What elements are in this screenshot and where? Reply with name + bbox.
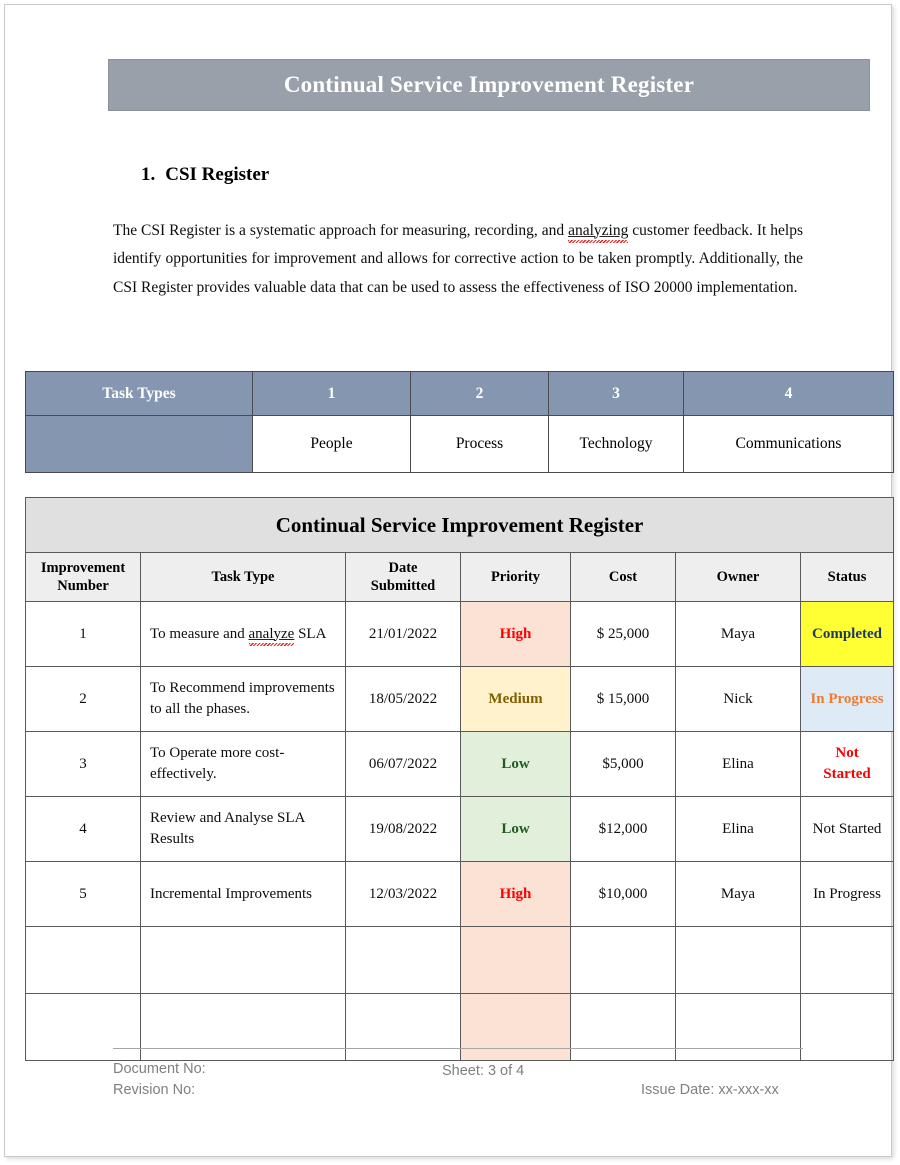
cell-priority: Medium (461, 667, 571, 732)
column-header-cost: Cost (571, 553, 676, 602)
csi-register-table (25, 497, 894, 1061)
cell-improvement-number (26, 927, 141, 994)
table-row (26, 797, 894, 862)
cell-priority (461, 994, 571, 1061)
cell-task-type (141, 994, 346, 1061)
footer-sheet-number: Sheet: 3 of 4 (442, 1063, 525, 1079)
task-type-value-process: Process (411, 416, 549, 473)
task-type-number-1: 1 (253, 372, 411, 416)
column-header-date-submitted (346, 553, 461, 602)
cell-date-submitted (346, 927, 461, 994)
task-type-number-2: 2 (411, 372, 549, 416)
cell-priority: Low (461, 797, 571, 862)
task-text-suffix: SLA (294, 625, 327, 642)
cell-cost (571, 927, 676, 994)
cell-cost: $12,000 (571, 797, 676, 862)
column-header-line-2: Submitted (370, 578, 436, 594)
cell-priority: Low (461, 732, 571, 797)
cell-priority (461, 927, 571, 994)
paragraph-part-1: The CSI Register is a systematic approach for measuring, recording, and (113, 221, 569, 239)
cell-cost (571, 994, 676, 1061)
footer-divider (113, 1048, 803, 1049)
cell-improvement-number: 2 (26, 667, 141, 732)
cell-task-type: Review and Analyse SLA Results (141, 797, 346, 862)
section-title: CSI Register (165, 164, 270, 185)
cell-improvement-number (26, 994, 141, 1061)
document-title: Continual Service Improvement Register (283, 72, 695, 97)
cell-improvement-number: 3 (26, 732, 141, 797)
task-type-number-4: 4 (684, 372, 894, 416)
table-row (26, 667, 894, 732)
cell-improvement-number: 5 (26, 862, 141, 927)
cell-improvement-number: 1 (26, 602, 141, 667)
cell-improvement-number: 4 (26, 797, 141, 862)
csi-table-title: Continual Service Improvement Register (26, 498, 894, 553)
column-header-task-type: Task Type (141, 553, 346, 602)
task-types-header-row (26, 372, 894, 416)
cell-owner: Elina (676, 732, 801, 797)
cell-status (801, 994, 894, 1061)
column-header-line-1: Date (388, 560, 418, 576)
cell-task-type: Incremental Improvements (141, 862, 346, 927)
task-type-value-technology: Technology (549, 416, 684, 473)
column-header-owner: Owner (676, 553, 801, 602)
cell-task-type: To Operate more cost-effectively. (141, 732, 346, 797)
footer-document-no: Document No: (113, 1061, 206, 1077)
column-header-line-1: Improvement (40, 560, 126, 576)
column-header-status: Status (801, 553, 894, 602)
cell-cost: $ 15,000 (571, 667, 676, 732)
table-row (26, 927, 894, 994)
document-title-banner (108, 59, 870, 111)
misspelled-word-analyze: analyze (248, 625, 295, 642)
cell-task-type: To Recommend improvements to all the phases. (141, 667, 346, 732)
task-types-label: Task Types (26, 372, 253, 416)
cell-status: Not Started (801, 797, 894, 862)
cell-status: In Progress (801, 862, 894, 927)
cell-date-submitted: 19/08/2022 (346, 797, 461, 862)
cell-owner: Maya (676, 602, 801, 667)
task-type-number-3: 3 (549, 372, 684, 416)
task-type-value-communications: Communications (684, 416, 894, 473)
cell-task-type (141, 602, 346, 667)
misspelled-word-analyzing: analyzing (568, 221, 629, 239)
table-row (26, 862, 894, 927)
cell-task-type (141, 927, 346, 994)
table-row (26, 732, 894, 797)
cell-date-submitted (346, 994, 461, 1061)
task-types-table (25, 371, 894, 473)
cell-owner: Elina (676, 797, 801, 862)
footer-revision-no: Revision No: (113, 1082, 196, 1098)
cell-status: Not Started (801, 732, 894, 797)
cell-cost: $ 25,000 (571, 602, 676, 667)
cell-status: Completed (801, 602, 894, 667)
column-header-improvement-number (26, 553, 141, 602)
table-row (26, 994, 894, 1061)
cell-cost: $10,000 (571, 862, 676, 927)
cell-date-submitted: 12/03/2022 (346, 862, 461, 927)
csi-table-header-row (26, 553, 894, 602)
cell-owner: Nick (676, 667, 801, 732)
column-header-priority: Priority (461, 553, 571, 602)
document-page (4, 4, 892, 1157)
cell-priority: High (461, 862, 571, 927)
cell-priority: High (461, 602, 571, 667)
intro-paragraph (113, 217, 803, 303)
column-header-line-2: Number (57, 578, 109, 594)
section-heading (141, 164, 269, 186)
task-types-value-row (26, 416, 894, 473)
paragraph-part-2: customer feedback. It helps identify opportunities for improvement and allows for corrective action to be taken promptly. Additionally, the CSI Register provides valuable data that can be used to assess the effectiveness of ISO 20000 implementation. (113, 221, 804, 296)
cell-date-submitted: 18/05/2022 (346, 667, 461, 732)
cell-date-submitted: 21/01/2022 (346, 602, 461, 667)
task-text-prefix: To measure and (150, 625, 249, 642)
cell-date-submitted: 06/07/2022 (346, 732, 461, 797)
table-row (26, 602, 894, 667)
cell-owner (676, 927, 801, 994)
cell-cost: $5,000 (571, 732, 676, 797)
section-number: 1. (141, 164, 156, 185)
cell-status: In Progress (801, 667, 894, 732)
cell-owner (676, 994, 801, 1061)
cell-owner: Maya (676, 862, 801, 927)
csi-table-title-row (26, 498, 894, 553)
footer-issue-date: Issue Date: xx-xxx-xx (641, 1082, 779, 1098)
cell-status (801, 927, 894, 994)
task-types-blank-cell (26, 416, 253, 473)
task-type-value-people: People (253, 416, 411, 473)
